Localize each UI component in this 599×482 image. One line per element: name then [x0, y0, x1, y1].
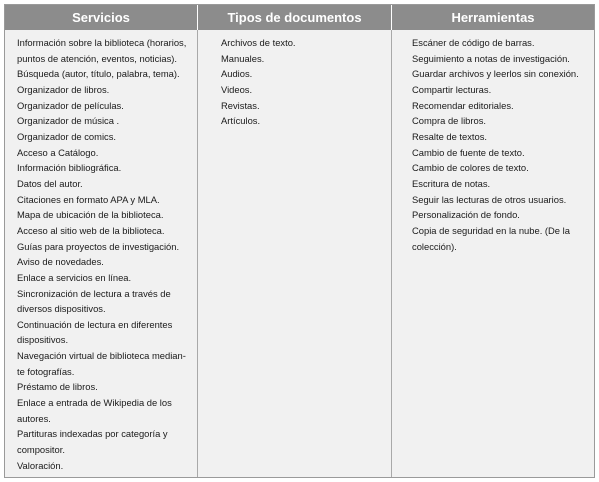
list-item: Partituras indexadas por categoría y: [17, 428, 168, 440]
list-item: Citaciones en formato APA y MLA.: [17, 193, 160, 205]
list-item: Cambio de fuente de texto.: [412, 146, 525, 158]
column-herramientas: [412, 35, 579, 254]
list-item: Aviso de novedades.: [17, 256, 104, 268]
list-item: Escritura de notas.: [412, 177, 491, 189]
list-item: Archivos de texto.: [221, 37, 296, 48]
list-item: Revistas.: [221, 99, 260, 111]
list-item: Artículos.: [221, 115, 261, 127]
list-item: Organizador de música .: [17, 115, 120, 127]
list-item: Organizador de comics.: [17, 130, 117, 142]
list-item: Sincronización de lectura a través de: [17, 287, 171, 299]
list-item: puntos de atención, eventos, noticias).: [17, 52, 177, 64]
list-item: Guías para proyectos de investigación.: [17, 240, 180, 252]
list-item: Escáner de código de barras.: [412, 37, 535, 48]
list-item: autores.: [17, 412, 51, 424]
column-divider: [391, 30, 392, 477]
header-tipos-de-documentos: Tipos de documentos: [227, 10, 362, 25]
list-item: dispositivos.: [17, 334, 69, 346]
list-item: Préstamo de libros.: [17, 381, 98, 393]
list-item: Seguimiento a notas de investigación.: [412, 52, 570, 64]
list-item: Información sobre la biblioteca (horarios,: [17, 37, 187, 48]
list-item: Acceso a Catálogo.: [17, 146, 99, 158]
list-item: Mapa de ubicación de la biblioteca.: [17, 209, 164, 221]
list-item: Enlace a servicios en línea.: [17, 271, 132, 283]
list-item: Personalización de fondo.: [412, 209, 520, 221]
list-item: Copia de seguridad en la nube. (De la: [412, 224, 570, 236]
list-item: Datos del autor.: [17, 177, 83, 189]
list-item: Organizador de películas.: [17, 99, 124, 111]
list-item: Guardar archivos y leerlos sin conexión.: [412, 68, 579, 80]
list-item: Recomendar editoriales.: [412, 99, 514, 111]
list-item: te fotografías.: [17, 365, 75, 377]
list-item: Compartir lecturas.: [412, 83, 492, 95]
table-header: [5, 5, 594, 30]
list-item: colección).: [412, 240, 457, 252]
services-table: [4, 4, 595, 478]
header-herramientas: Herramientas: [451, 10, 535, 25]
column-divider: [197, 30, 198, 477]
list-item: Seguir las lecturas de otros usuarios.: [412, 193, 567, 205]
list-item: Búsqueda (autor, título, palabra, tema).: [17, 68, 180, 80]
list-item: compositor.: [17, 444, 65, 456]
list-item: Audios.: [221, 68, 253, 80]
list-item: Resalte de textos.: [412, 130, 488, 142]
list-item: Navegación virtual de biblioteca median-: [17, 350, 186, 362]
list-item: Continuación de lectura en diferentes: [17, 318, 173, 330]
list-item: Organizador de libros.: [17, 83, 110, 95]
list-item: Información bibliográfica.: [17, 162, 122, 174]
list-item: Acceso al sitio web de la biblioteca.: [17, 224, 165, 236]
list-item: Cambio de colores de texto.: [412, 162, 529, 174]
list-item: Videos.: [221, 83, 253, 95]
list-item: Valoración.: [17, 459, 64, 471]
list-item: Enlace a entrada de Wikipedia de los: [17, 397, 172, 409]
column-tipos-de-documentos: [221, 35, 296, 129]
list-item: diversos dispositivos.: [17, 303, 106, 315]
column-servicios: [17, 35, 186, 473]
header-servicios: Servicios: [72, 10, 130, 25]
list-item: Manuales.: [221, 52, 265, 64]
list-item: Compra de libros.: [412, 115, 486, 127]
